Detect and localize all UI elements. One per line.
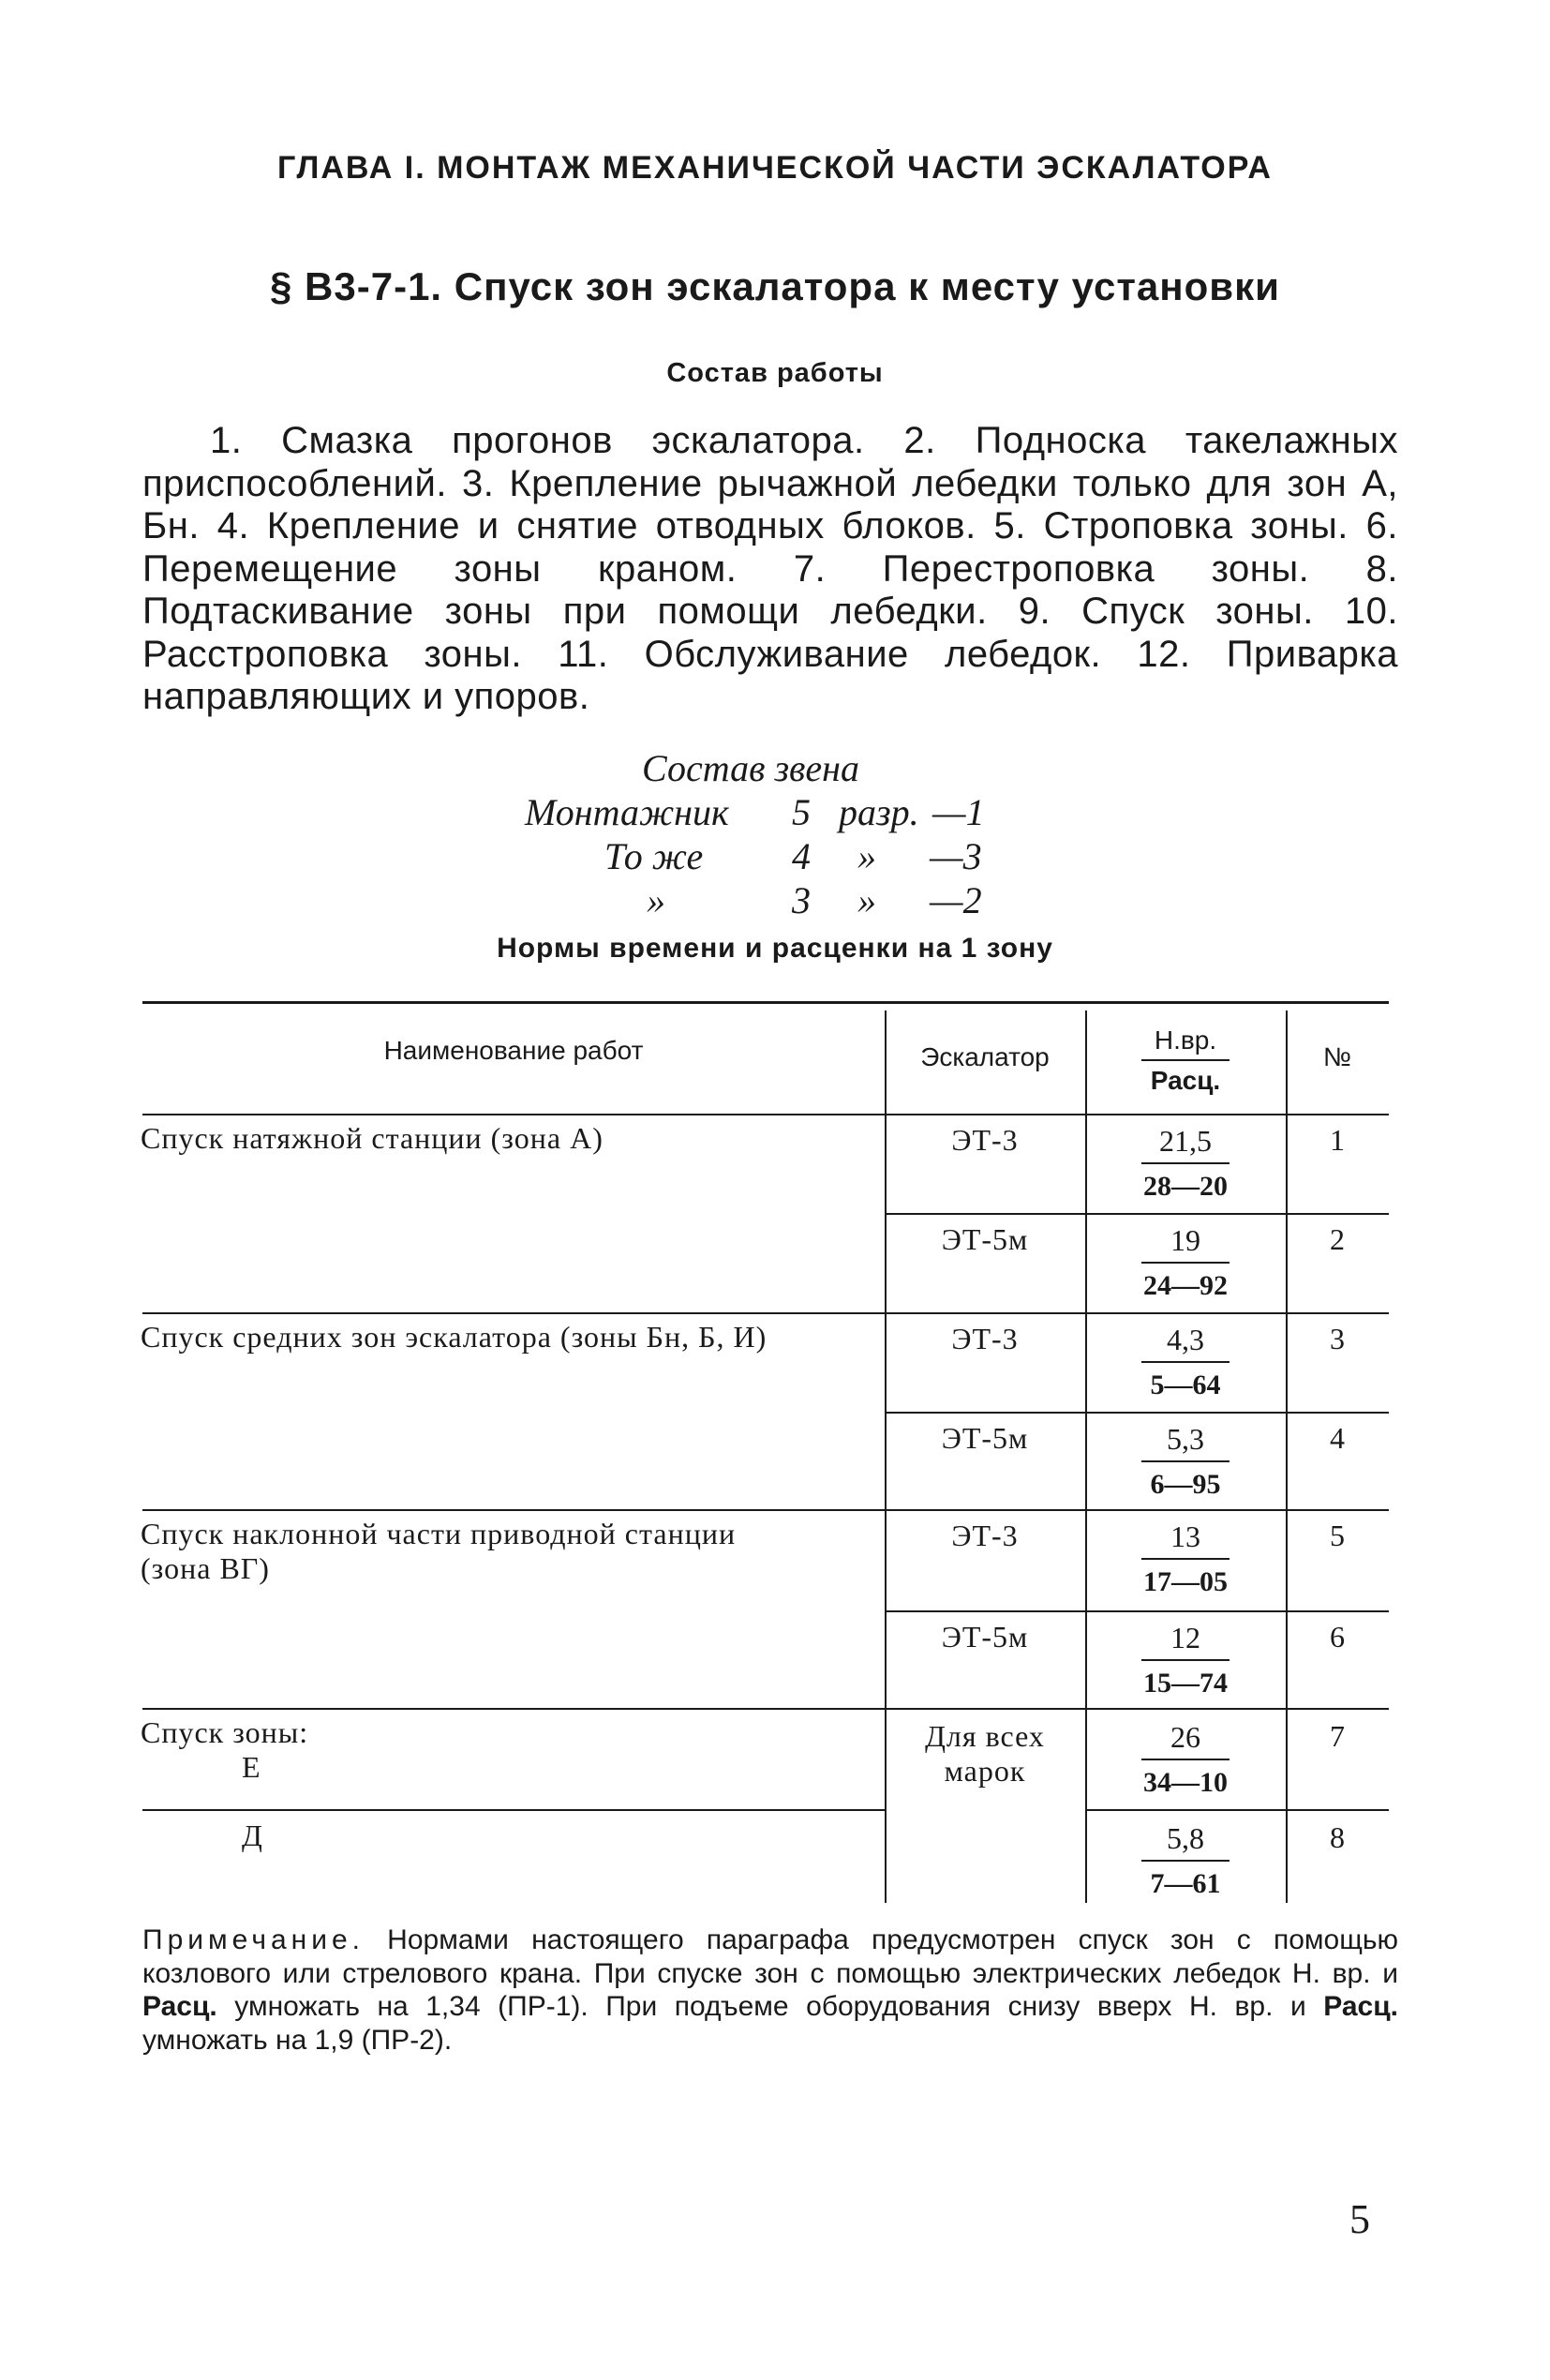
crew-role: »	[647, 879, 665, 921]
note-text: умножать на 1,9 (ПР-2).	[142, 2024, 453, 2056]
table-rule	[142, 1001, 1389, 1004]
rate: 24—92	[1143, 1270, 1228, 1301]
footnote	[142, 1923, 1398, 2057]
norm-rate	[1125, 1121, 1246, 1205]
table-rule	[1085, 1010, 1087, 1903]
row-number: 4	[1330, 1421, 1345, 1455]
rate: 7—61	[1150, 1868, 1221, 1899]
crew-unit: разр.	[839, 791, 919, 833]
table-rule	[885, 1412, 1389, 1414]
escalator-type: ЭТ-3	[951, 1322, 1019, 1355]
fraction-bar	[1141, 1262, 1230, 1264]
row-number: 7	[1330, 1719, 1345, 1753]
work-name: Спуск зоны:	[141, 1715, 309, 1749]
rate: 34—10	[1143, 1767, 1228, 1798]
row-number: 5	[1330, 1519, 1345, 1552]
table-rule	[142, 1509, 1389, 1511]
table-rule	[142, 1809, 885, 1811]
header-number: №	[1322, 1042, 1352, 1071]
norms-title: Нормы времени и расценки на 1 зону	[497, 933, 1053, 964]
time-norm: 13	[1170, 1519, 1200, 1553]
table-rule	[885, 1610, 1389, 1612]
escalator-type: ЭТ-5м	[941, 1222, 1029, 1256]
work-name: Д	[242, 1819, 263, 1852]
crew-count: —1	[932, 791, 985, 833]
rate: 6—95	[1150, 1469, 1221, 1500]
fraction-bar	[1141, 1162, 1230, 1164]
work-name: Спуск натяжной станции (зона А)	[141, 1121, 604, 1155]
time-norm: 19	[1170, 1223, 1200, 1257]
row-number: 6	[1330, 1620, 1345, 1654]
chapter-title: ГЛАВА I. МОНТАЖ МЕХАНИЧЕСКОЙ ЧАСТИ ЭСКАЛАТОРА	[277, 150, 1273, 186]
fraction-bar	[1141, 1558, 1230, 1560]
crew-composition	[525, 746, 1050, 922]
table-rule	[885, 1213, 1389, 1215]
header-name: Наименование работ	[383, 1036, 644, 1065]
crew-title: Состав звена	[642, 747, 860, 789]
work-composition-heading: Состав работы	[666, 358, 884, 388]
header-norm	[1125, 1024, 1246, 1097]
time-norm: 21,5	[1159, 1124, 1212, 1158]
escalator-type: Для всех	[925, 1719, 1045, 1753]
work-composition-text: 1. Смазка прогонов эскалатора. 2. Подноска такелажных приспособлений. 3. Крепление рычажной лебедки только для зон А, Бн. 4. Крепление и снятие отводных блоков. 5. Строповка зоны. 6. Перемещение зоны краном. 7. Перестроповка зоны. 8. Подтаскивание зоны при помощи лебедки. 9. Спуск зоны. 10. Расстроповка зоны. 11. Обслуживание лебедок. 12. Приварка направляющих и упоров.	[142, 420, 1398, 717]
work-name: (зона ВГ)	[141, 1551, 270, 1585]
norm-rate	[1125, 1819, 1246, 1903]
time-norm: 26	[1170, 1720, 1200, 1754]
fraction-bar	[1141, 1759, 1230, 1760]
fraction-bar	[1141, 1460, 1230, 1462]
norm-rate	[1125, 1320, 1246, 1404]
note-text: Нормами настоящего параграфа предусмотрен спуск зон с помощью козлового или стрелового крана. При спуске зон с помощью электрических лебедок Н. вр. и	[142, 1924, 1398, 1989]
crew-grade: 4	[792, 835, 811, 877]
crew-role: Монтажник	[525, 791, 729, 833]
crew-unit: »	[857, 835, 876, 877]
crew-grade: 5	[792, 791, 811, 833]
table-rule	[142, 1114, 1389, 1115]
page-number: 5	[1349, 2196, 1370, 2242]
escalator-type: ЭТ-3	[951, 1519, 1019, 1552]
table-rule	[142, 1708, 1389, 1710]
fraction-bar	[1141, 1059, 1230, 1061]
crew-count: —3	[930, 835, 982, 877]
time-norm: 12	[1170, 1621, 1200, 1654]
table-rule	[142, 1312, 1389, 1314]
crew-role: То же	[604, 835, 704, 877]
time-norm: 4,3	[1167, 1323, 1204, 1356]
header-norm-bottom: Расц.	[1150, 1066, 1221, 1095]
crew-count: —2	[930, 879, 982, 921]
work-name: Спуск наклонной части приводной станции	[141, 1517, 737, 1550]
rate: 28—20	[1143, 1171, 1228, 1202]
rate: 5—64	[1150, 1370, 1221, 1400]
work-name: Е	[242, 1750, 261, 1784]
note-label: Примечание.	[142, 1924, 365, 1955]
row-number: 1	[1330, 1123, 1345, 1157]
work-name: Спуск средних зон эскалатора (зоны Бн, Б, И)	[141, 1320, 768, 1354]
time-norm: 5,3	[1167, 1422, 1204, 1456]
note-bold: Расц.	[142, 1991, 217, 2022]
escalator-type: ЭТ-5м	[941, 1620, 1029, 1654]
header-escalator: Эскалатор	[920, 1042, 1050, 1071]
rate: 17—05	[1143, 1566, 1228, 1597]
escalator-type: ЭТ-5м	[941, 1421, 1029, 1455]
fraction-bar	[1141, 1361, 1230, 1363]
rate: 15—74	[1143, 1668, 1228, 1699]
row-number: 3	[1330, 1322, 1345, 1355]
norm-rate	[1125, 1419, 1246, 1504]
table-rule	[1286, 1010, 1288, 1903]
norm-rate	[1125, 1717, 1246, 1802]
table-rule	[1085, 1809, 1389, 1811]
norm-rate	[1125, 1517, 1246, 1601]
norm-rate	[1125, 1618, 1246, 1702]
header-norm-top: Н.вр.	[1154, 1025, 1217, 1055]
escalator-type: ЭТ-3	[951, 1123, 1019, 1157]
crew-unit: »	[857, 879, 876, 921]
fraction-bar	[1141, 1860, 1230, 1862]
escalator-type: марок	[944, 1754, 1026, 1788]
crew-grade: 3	[792, 879, 811, 921]
time-norm: 5,8	[1167, 1821, 1204, 1855]
row-number: 2	[1330, 1222, 1345, 1256]
section-title: § В3-7-1. Спуск зон эскалатора к месту установки	[270, 264, 1280, 308]
row-number: 8	[1330, 1820, 1345, 1854]
norm-rate	[1125, 1220, 1246, 1305]
fraction-bar	[1141, 1659, 1230, 1661]
note-bold: Расц.	[1323, 1991, 1398, 2022]
note-text: умножать на 1,34 (ПР-1). При подъеме оборудования снизу вверх Н. вр. и	[216, 1991, 1324, 2022]
